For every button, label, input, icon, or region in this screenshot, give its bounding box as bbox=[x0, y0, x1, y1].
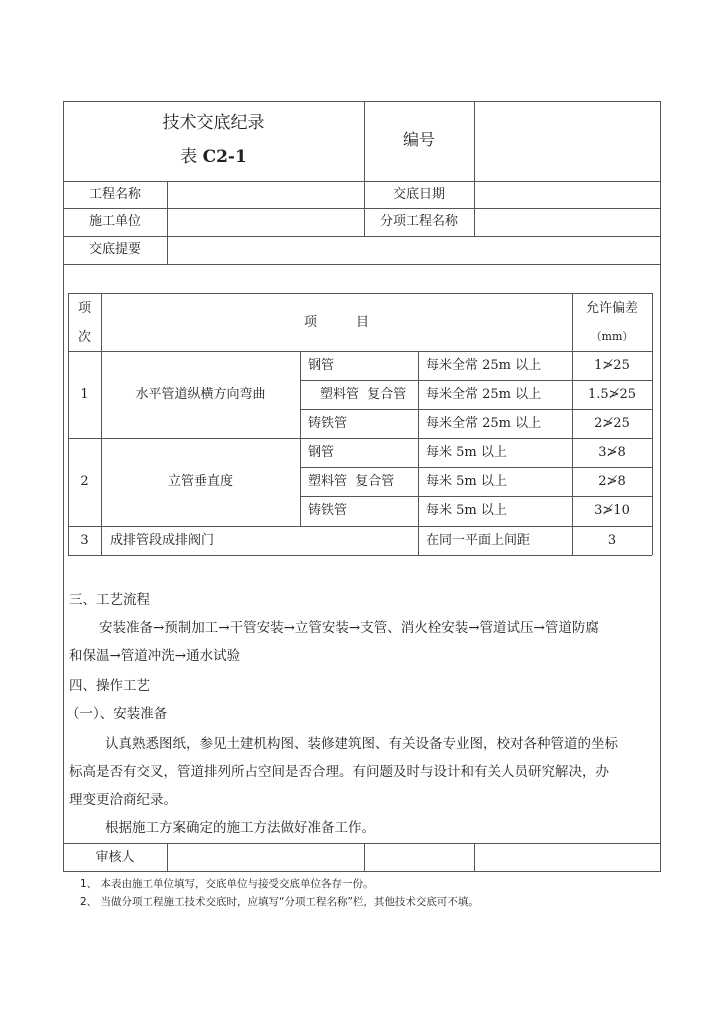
row-value: 1.5≯25 bbox=[587, 387, 637, 402]
prep-text-line: 认真熟悉图纸，参见土建机构图、装修建筑图、有关设备专业图，校对各种管道的坐标 bbox=[105, 736, 618, 752]
col-no-header: 次 bbox=[77, 330, 91, 345]
summary-label: 交底提要 bbox=[88, 242, 141, 257]
date-label: 交底日期 bbox=[392, 187, 445, 202]
form-code-label: 表 bbox=[180, 147, 198, 167]
col-line bbox=[364, 843, 365, 872]
table-line bbox=[68, 351, 652, 352]
row-value: 2≯25 bbox=[594, 416, 630, 431]
col-line bbox=[474, 181, 475, 236]
table-line bbox=[652, 293, 653, 555]
row-line bbox=[63, 264, 661, 265]
note-line: 2、 当做分项工程施工技术交底时，应填写“分项工程名称”栏，其他技术交底可不填。 bbox=[80, 896, 479, 908]
row-condition: 每米全常 25m 以上 bbox=[426, 387, 542, 402]
reviewer-label: 审核人 bbox=[95, 850, 135, 865]
number-field[interactable] bbox=[476, 103, 659, 179]
row-line bbox=[63, 236, 661, 237]
row-number: 2 bbox=[80, 474, 89, 489]
row-material: 钢管 bbox=[308, 445, 335, 460]
flow-text-line: 安装准备→预制加工→干管安装→立管安装→支管、消火栓安装→管道试压→管道防腐 bbox=[99, 620, 599, 636]
col-line bbox=[474, 843, 475, 872]
project-name-field[interactable] bbox=[169, 183, 362, 206]
section3-title: 三、工艺流程 bbox=[69, 592, 150, 608]
col-line bbox=[167, 181, 168, 264]
row-value: 1≯25 bbox=[594, 358, 630, 373]
section4-title: 四、操作工艺 bbox=[69, 678, 150, 694]
table-line bbox=[68, 526, 652, 527]
row-item: 立管垂直度 bbox=[167, 474, 233, 489]
sub1-title: （一）、安装准备 bbox=[66, 706, 168, 722]
reviewer-field[interactable] bbox=[169, 845, 362, 870]
row-line bbox=[63, 843, 661, 844]
table-line bbox=[68, 293, 652, 294]
header-bottom-line bbox=[63, 181, 661, 182]
table-line bbox=[68, 555, 652, 556]
reviewer-field[interactable] bbox=[366, 845, 472, 870]
note-line: 1、 本表由施工单位填写，交底单位与接受交底单位各存一份。 bbox=[80, 878, 374, 890]
row-value: 3 bbox=[607, 533, 617, 548]
date-field[interactable] bbox=[476, 183, 659, 206]
table-line bbox=[300, 409, 652, 410]
table-line bbox=[300, 380, 652, 381]
prep-text-line: 根据施工方案确定的施工方法做好准备工作。 bbox=[105, 820, 375, 836]
unit-label: 施工单位 bbox=[88, 214, 141, 229]
row-value: 2≯8 bbox=[598, 474, 626, 489]
header-divider bbox=[474, 101, 475, 181]
table-line bbox=[68, 438, 652, 439]
form-code-value: C2-1 bbox=[202, 147, 247, 167]
row-condition: 每米 5m 以上 bbox=[426, 445, 507, 460]
col-tolerance-unit: （mm） bbox=[590, 330, 634, 343]
form-title: 技术交底纪录 bbox=[162, 113, 265, 133]
row-value: 3≯8 bbox=[598, 445, 626, 460]
row-material: 铸铁管 bbox=[308, 416, 348, 431]
row-value: 3≯10 bbox=[594, 503, 630, 518]
row-material: 铸铁管 bbox=[308, 503, 348, 518]
subproject-field[interactable] bbox=[476, 210, 659, 234]
prep-text-line: 理变更洽商纪录。 bbox=[69, 792, 177, 808]
col-item-header: 项 目 bbox=[303, 315, 369, 330]
row-material: 塑料管 复合管 bbox=[308, 474, 395, 489]
row-condition: 每米全常 25m 以上 bbox=[426, 416, 542, 431]
table-line bbox=[101, 293, 102, 555]
row-number: 1 bbox=[80, 387, 89, 402]
row-condition: 每米全常 25m 以上 bbox=[426, 358, 542, 373]
row-condition: 每米 5m 以上 bbox=[426, 474, 507, 489]
summary-field[interactable] bbox=[169, 238, 659, 262]
form-code bbox=[63, 149, 364, 165]
row-condition: 在同一平面上间距 bbox=[426, 533, 531, 548]
number-label: 编号 bbox=[402, 130, 435, 149]
row-number: 3 bbox=[80, 533, 89, 548]
table-line bbox=[300, 467, 652, 468]
flow-text-line: 和保温→管道冲洗→通水试验 bbox=[69, 648, 241, 664]
row-item: 水平管道纵横方向弯曲 bbox=[135, 387, 266, 402]
row-condition: 每米 5m 以上 bbox=[426, 503, 507, 518]
col-line bbox=[167, 843, 168, 872]
row-material: 钢管 bbox=[308, 358, 335, 373]
reviewer-field[interactable] bbox=[476, 845, 659, 870]
row-item: 成排管段成排阀门 bbox=[110, 533, 215, 548]
table-line bbox=[300, 496, 652, 497]
col-no-header: 项 bbox=[77, 301, 91, 316]
subproject-label: 分项工程名称 bbox=[379, 214, 458, 229]
prep-text-line: 标高是否有交叉，管道排列所占空间是否合理。有问题及时与设计和有关人员研究解决，办 bbox=[69, 764, 609, 780]
row-material: 塑料管 复合管 bbox=[320, 387, 407, 402]
project-name-label: 工程名称 bbox=[88, 187, 141, 202]
table-line bbox=[418, 351, 419, 555]
row-line bbox=[63, 208, 661, 209]
col-tolerance-header: 允许偏差 bbox=[585, 301, 638, 316]
table-line bbox=[300, 351, 301, 526]
unit-field[interactable] bbox=[169, 210, 362, 234]
